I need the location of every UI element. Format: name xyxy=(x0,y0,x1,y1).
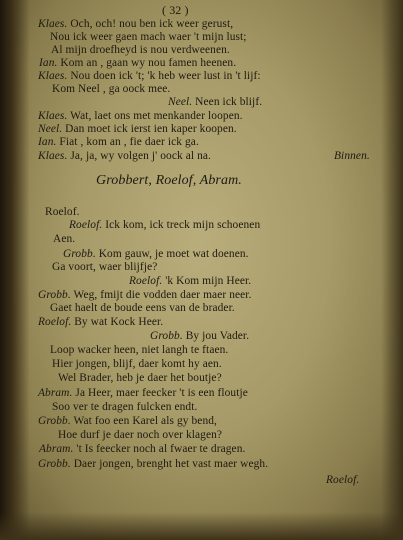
line-text: Fiat , kom an , fie daer ick ga. xyxy=(56,136,199,148)
stage-direction: Binnen. xyxy=(334,150,370,162)
verse-line xyxy=(39,443,245,455)
line-text: Neen ick blijf. xyxy=(192,96,263,108)
catchword: Roelof. xyxy=(326,474,360,486)
line-text: Kom Neel , ga oock mee. xyxy=(52,83,171,95)
verse-line xyxy=(50,344,228,356)
line-text: Ja, ja, wy volgen j' oock al na. xyxy=(67,150,211,162)
verse-line xyxy=(50,302,235,314)
verse-line xyxy=(52,401,197,413)
verse-line xyxy=(38,289,252,301)
line-text: Weg, fmijt die vodden daer maer neer. xyxy=(70,289,252,301)
speaker-name: Roelof. xyxy=(38,316,72,328)
line-text: Wat foo een Karel als gy bend, xyxy=(70,415,217,427)
speaker-name: Roelof. xyxy=(129,275,163,287)
line-text: By wat Kock Heer. xyxy=(71,316,164,328)
speaker-name: Abram. xyxy=(38,387,73,399)
verse-line xyxy=(38,415,217,427)
verse-line xyxy=(38,123,237,135)
speaker-name: Klaes. xyxy=(38,18,68,30)
verse-line xyxy=(38,316,163,328)
speaker-name: Grobb. xyxy=(38,458,71,470)
line-text: Roelof. xyxy=(45,206,80,218)
speaker-name: Ian. xyxy=(39,57,58,69)
line-text: Kom gauw, je moet wat doenen. xyxy=(95,248,249,260)
line-text: Loop wacker heen, niet langh te ftaen. xyxy=(50,344,229,356)
verse-line xyxy=(52,261,157,273)
speaker-name: Abram. xyxy=(39,443,74,455)
scene-heading: Grobbert, Roelof, Abram. xyxy=(96,173,242,188)
verse-line xyxy=(69,219,260,231)
speaker-name: Grobb. xyxy=(150,330,183,342)
verse-line xyxy=(58,372,222,384)
speaker-name: Klaes. xyxy=(38,110,68,122)
verse-line xyxy=(45,206,80,218)
line-text: Daer jongen, brenght het vast maer wegh. xyxy=(70,458,269,470)
speaker-name: Neel. xyxy=(38,123,63,135)
line-text: Al mijn droefheyd is nou verdweenen. xyxy=(51,44,230,56)
line-text: Aen. xyxy=(53,233,76,245)
verse-line xyxy=(38,387,248,399)
line-text: Och, och! nou ben ick weer gerust, xyxy=(67,18,234,30)
verse-line xyxy=(38,458,268,470)
verse-line xyxy=(50,31,247,43)
line-text: Wel Brader, heb je daer het boutje? xyxy=(58,372,222,384)
verse-line xyxy=(51,44,230,56)
verse-line xyxy=(38,110,243,122)
speaker-name: Ian. xyxy=(38,136,57,148)
line-text: By jou Vader. xyxy=(182,330,250,342)
line-text: Dan moet ick ierst ien kaper koopen. xyxy=(62,123,237,135)
verse-line xyxy=(52,83,170,95)
verse-line xyxy=(53,233,75,245)
verse-line xyxy=(58,429,222,441)
line-text: Ja Heer, maer feecker 't is een floutje xyxy=(72,387,248,399)
verse-line xyxy=(150,330,249,342)
line-text: Wat, laet ons met menkander loopen. xyxy=(67,110,243,122)
speaker-name: Grobb. xyxy=(38,289,71,301)
verse-line xyxy=(38,18,233,30)
line-text: Ga voort, waer blijfje? xyxy=(52,261,158,273)
verse-line xyxy=(129,275,251,287)
speaker-name: Grobb. xyxy=(38,415,71,427)
verse-line xyxy=(38,136,199,148)
line-text: Gaet haelt de boude eens van de brader. xyxy=(50,302,235,314)
line-text: Ick kom, ick treck mijn schoenen xyxy=(102,219,261,231)
line-text: Soo ver te dragen fulcken endt. xyxy=(52,401,198,413)
line-text: Hoe durf je daer noch over klagen? xyxy=(58,429,223,441)
page-number: ( 32 ) xyxy=(162,3,189,17)
line-text: Hier jongen, blijf, daer komt hy aen. xyxy=(52,358,222,370)
line-text: 'k Kom mijn Heer. xyxy=(162,275,252,287)
verse-line xyxy=(38,150,211,162)
verse-line xyxy=(38,70,261,82)
speaker-name: Klaes. xyxy=(38,70,68,82)
line-text: Nou ick weer gaen mach waer 't mijn lust; xyxy=(50,31,247,43)
speaker-name: Neel. xyxy=(168,96,193,108)
line-text: 't Is feecker noch al fwaer te dragen. xyxy=(73,443,246,455)
speaker-name: Roelof. xyxy=(69,219,103,231)
speaker-name: Klaes. xyxy=(38,150,68,162)
speaker-name: Grobb. xyxy=(63,248,96,260)
verse-line xyxy=(39,57,236,69)
line-text: Nou doen ick 't; 'k heb weer lust in 't lijf: xyxy=(67,70,261,82)
verse-line xyxy=(168,96,262,108)
verse-line xyxy=(63,248,249,260)
line-text: Kom an , gaan wy nou famen heenen. xyxy=(57,57,237,69)
verse-line xyxy=(52,358,222,370)
